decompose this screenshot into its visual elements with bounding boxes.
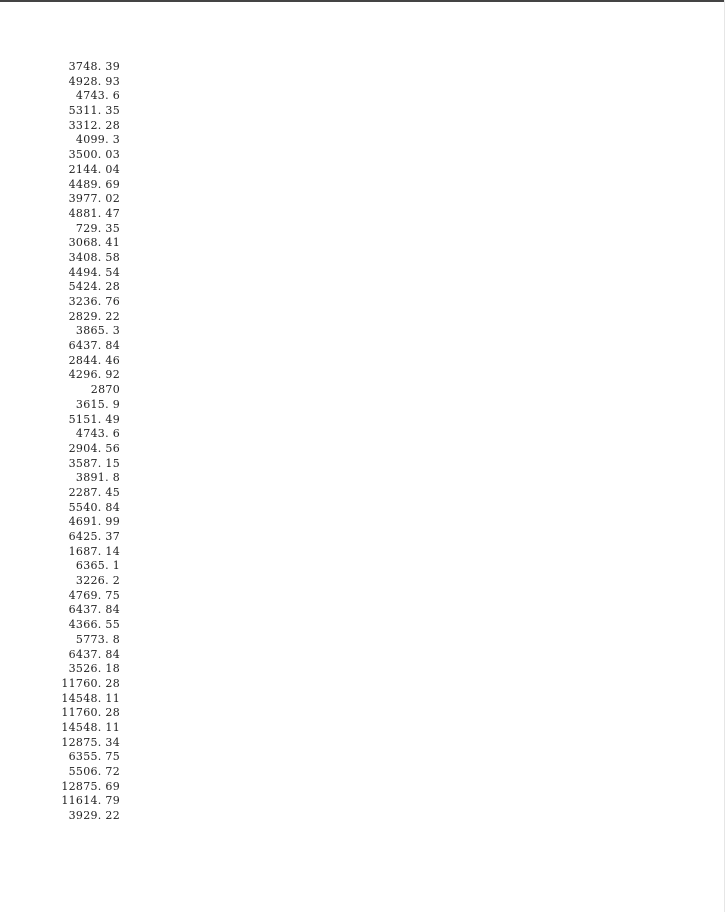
value-cell: 4743. 6 <box>75 89 120 103</box>
value-cell: 5773. 8 <box>75 632 120 646</box>
value-cell: 729. 35 <box>75 221 120 235</box>
value-cell: 11614. 79 <box>61 794 120 808</box>
value-cell: 2904. 56 <box>68 441 120 455</box>
value-cell: 3865. 3 <box>75 324 120 338</box>
value-cell: 6437. 84 <box>68 603 120 617</box>
value-cell: 3891. 8 <box>75 471 120 485</box>
value-cell: 11760. 28 <box>61 706 120 720</box>
value-cell: 6425. 37 <box>68 530 120 543</box>
value-cell: 4366. 55 <box>68 618 120 632</box>
value-cell: 5151. 49 <box>68 412 120 426</box>
value-cell: 6365. 1 <box>75 559 120 573</box>
value-cell: 5506. 72 <box>68 765 120 778</box>
value-cell: 2287. 45 <box>68 485 120 499</box>
value-cell: 5424. 28 <box>68 280 120 294</box>
value-cell: 4691. 99 <box>68 515 120 529</box>
value-cell: 5311. 35 <box>68 104 120 118</box>
value-cell: 4296. 92 <box>68 368 120 382</box>
value-cell: 6355. 75 <box>68 750 120 764</box>
value-cell: 14548. 11 <box>61 720 120 734</box>
value-cell: 3408. 58 <box>68 250 120 264</box>
value-cell: 4494. 54 <box>68 265 120 279</box>
value-cell: 4928. 93 <box>68 74 120 88</box>
value-cell: 3587. 15 <box>68 456 120 470</box>
value-cell: 4099. 3 <box>75 133 120 147</box>
value-cell: 3068. 41 <box>68 236 120 250</box>
value-cell: 12875. 69 <box>61 779 120 793</box>
value-cell: 6437. 84 <box>68 339 120 353</box>
value-cell: 4881. 47 <box>68 206 120 220</box>
value-cell: 2870 <box>90 383 120 397</box>
numeric-value-column <box>40 60 120 824</box>
value-cell: 3929. 22 <box>68 809 120 823</box>
value-cell: 3236. 76 <box>68 295 120 308</box>
value-cell: 3748. 39 <box>68 60 120 73</box>
value-cell: 2844. 46 <box>68 353 120 367</box>
value-cell: 6437. 84 <box>68 647 120 661</box>
value-cell: 3226. 2 <box>75 574 120 588</box>
value-cell: 4769. 75 <box>68 588 120 602</box>
value-cell: 2829. 22 <box>68 309 120 323</box>
value-cell: 11760. 28 <box>61 676 120 690</box>
value-cell: 3615. 9 <box>75 397 120 411</box>
value-cell: 3526. 18 <box>68 662 120 676</box>
value-cell: 3500. 03 <box>68 148 120 162</box>
page-top-border <box>0 0 725 2</box>
value-cell: 14548. 11 <box>61 691 120 705</box>
value-cell: 2144. 04 <box>68 162 120 176</box>
value-cell: 4743. 6 <box>75 427 120 441</box>
value-cell: 3977. 02 <box>68 192 120 206</box>
value-cell: 4489. 69 <box>68 177 120 191</box>
value-cell: 3312. 28 <box>68 118 120 132</box>
value-cell: 5540. 84 <box>68 500 120 514</box>
value-cell: 12875. 34 <box>61 735 120 749</box>
value-cell: 1687. 14 <box>68 544 120 558</box>
